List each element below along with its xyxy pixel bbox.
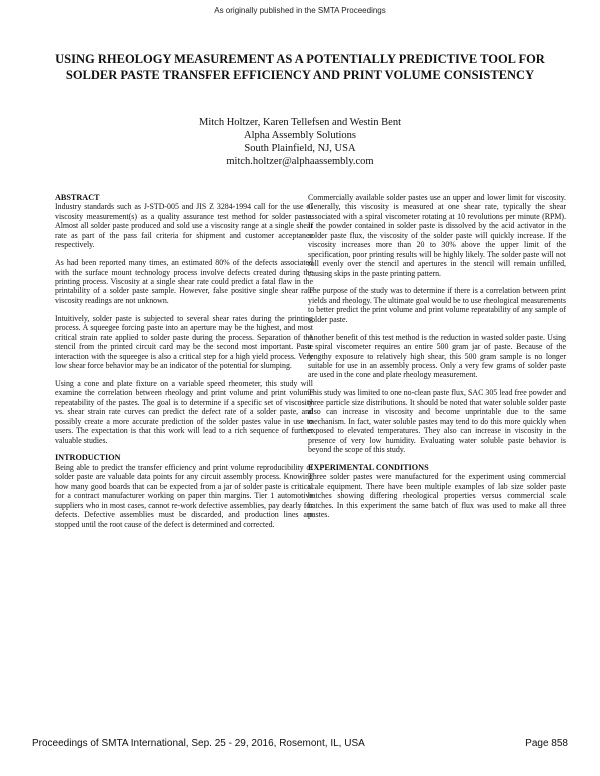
right-paragraph-1: Commercially available solder pastes use an upper and lower limit for viscosity. Generally, this viscosity is measured at one shear rate, typically the shear associated with a spiral viscometer rotating at 10 revolutions per minute (RPM). If the powder contained in solder paste is dissolved by the acid activator in the solder paste flux, the viscosity of the solder paste will quickly increase. If the viscosity increases more than 20 to 30% above the upper limit of the specification, poor printing results will be highly likely. The solder paste will not roll evenly over the stencil and apertures in the stencil will remain unfilled, causing skips in the paste printing pattern. — [308, 193, 566, 278]
author-names: Mitch Holtzer, Karen Tellefsen and Westin Bent — [198, 117, 401, 128]
abstract-paragraph-4: Using a cone and plate fixture on a variable speed rheometer, this study will examine the correlation between rheology and print volume and print volume repeatability of the pastes. The goal is to determine if a specific set of viscosity vs. shear strain rate curves can predict the defect rate of a solder paste, and possibly create a more accurate prediction of the solder pastes value in use to users. The expectation is that this work will lead to a rich sequence of further valuable studies. — [55, 378, 313, 445]
author-block — [0, 116, 600, 168]
author-affiliation: Alpha Assembly Solutions — [243, 130, 356, 141]
abstract-paragraph-3: Intuitively, solder paste is subjected to several shear rates during the printing process. A squeegee forcing paste into an aperture may be the highest, and most critical strain rate applied to solder paste during the process. Separation of the stencil from the printed circuit card may be the second most important. Paste interaction with the squeegee is also a critical step for a high yield process. Very low shear force behavior may be an indicator of the potential for slumping. — [55, 313, 313, 371]
publication-note: As originally published in the SMTA Proceedings — [214, 6, 386, 15]
right-paragraph-3: Another benefit of this test method is the reduction in wasted solder paste. Using a spiral viscometer requires an entire 500 gram jar of paste. Because of the lengthy exposure to relatively high shear, this 500 gram sample is no longer suitable for use in an assembly process. Only a very few grams of solder paste are used in the cone and plate rheology measurement. — [308, 332, 566, 380]
introduction-heading: INTRODUCTION — [55, 453, 121, 463]
right-paragraph-4: This study was limited to one no-clean paste flux, SAC 305 lead free powder and three particle size distributions. It should be noted that water soluble solder paste also can increase in viscosity and become unprintable due to the same mechanism. In fact, water soluble pastes may tend to do this more quickly when exposed to elevated temperatures. They also can increase in viscosity in the presence of very low humidity. Evaluating water soluble paste behavior is beyond the scope of this study. — [308, 388, 566, 455]
paper-title: USING RHEOLOGY MEASUREMENT AS A POTENTIALLY PREDICTIVE TOOL FOR SOLDER PASTE TRANSFER EFFICIENCY AND PRINT VOLUME CONSISTENCY — [55, 52, 545, 82]
experimental-heading: EXPERIMENTAL CONDITIONS — [308, 462, 429, 472]
introduction-paragraph-1: Being able to predict the transfer efficiency and print volume reproducibility of solder paste are valuable data points for any circuit assembly process. Knowing how many good boards that can be expected from a jar of solder paste is critical for a contract manufacturer working on paper thin margins. Tier 1 automotive suppliers who in most cases, cannot re-work defective assemblies, pay dearly for defects. Defective assemblies must be discarded, and production lines are stopped until the root cause of the defect is determined and corrected. — [55, 462, 313, 529]
left-column — [55, 193, 313, 537]
abstract-paragraph-2: As had been reported many times, an estimated 80% of the defects associated with the surface mount technology process involve defects created during the printing process. Viscosity at a single shear rate could predict a fatal flaw in the printability of a solder paste sample. However, false positive single shear rate viscosity readings are not unknown. — [55, 258, 313, 305]
abstract-paragraph-1: Industry standards such as J-STD-005 and JIS Z 3284-1994 call for the use of viscosity measurement(s) as a quality assurance test method for solder paste. Almost all solder paste produced and sold use a viscosity range at a single shear rate as part of the pass fail criteria for shipment and customer acceptance respectively. — [55, 202, 313, 250]
footer-proceedings: Proceedings of SMTA International, Sep. 25 - 29, 2016, Rosemont, IL, USA — [32, 738, 365, 749]
author-location: South Plainfield, NJ, USA — [244, 143, 356, 154]
experimental-paragraph-1: Three solder pastes were manufactured for the experiment using commercial scale equipment. There have been multiple examples of lab size solder paste batches showing differing rheological properties versus commercial scale batches. In this experiment the same batch of flux was used to make all three pastes. — [308, 472, 566, 520]
right-column — [308, 193, 566, 528]
right-paragraph-2: The purpose of the study was to determine if there is a correlation between print yields and rheology. The ultimate goal would be to use rheological measurements to better predict the print volume and print volume repeatability of any sample of solder paste. — [308, 286, 566, 324]
footer-page-number: Page 858 — [525, 738, 568, 749]
author-email[interactable]: mitch.holtzer@alphaassembly.com — [226, 156, 374, 167]
abstract-heading: ABSTRACT — [55, 193, 100, 202]
